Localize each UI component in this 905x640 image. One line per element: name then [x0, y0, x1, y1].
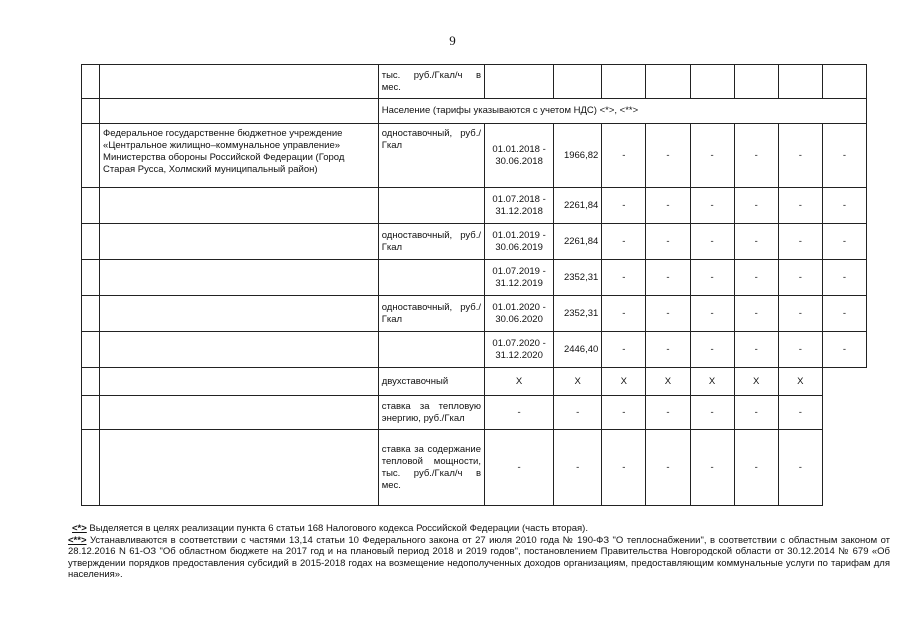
dash-cell: - — [734, 430, 778, 506]
dash-cell: - — [734, 396, 778, 430]
dash-cell: - — [822, 188, 866, 224]
table-row — [82, 368, 867, 396]
dash-cell: - — [822, 260, 866, 296]
dash-cell: - — [734, 332, 778, 368]
dash-cell: - — [778, 430, 822, 506]
tariff-table — [81, 64, 867, 506]
population-header-row — [82, 99, 867, 124]
tariff-value-cell: 2261,84 — [554, 224, 602, 260]
period-cell: 01.07.2020 - 31.12.2020 — [485, 332, 554, 368]
table-row — [82, 65, 867, 99]
tariff-value-cell: 1966,82 — [554, 124, 602, 188]
dash-cell: - — [602, 260, 646, 296]
period-cell: 01.01.2018 - 30.06.2018 — [485, 124, 554, 188]
dash-cell: - — [646, 430, 690, 506]
dash-cell: - — [690, 332, 734, 368]
tariff-type-cell: ставка за содержание тепловой мощности, тыс. руб./Гкал/ч в мес. — [378, 430, 484, 506]
x-cell: X — [554, 368, 602, 396]
dash-cell: - — [690, 260, 734, 296]
dash-cell: - — [646, 296, 690, 332]
tariff-value-cell: 2352,31 — [554, 260, 602, 296]
footnote-2 — [58, 535, 890, 581]
period-cell: 01.01.2020 - 30.06.2020 — [485, 296, 554, 332]
dash-cell: - — [734, 224, 778, 260]
dash-cell: - — [602, 224, 646, 260]
dash-cell: - — [690, 430, 734, 506]
dash-cell: - — [734, 260, 778, 296]
x-cell: X — [646, 368, 690, 396]
dash-cell: - — [778, 124, 822, 188]
tariff-type-cell: ставка за тепловую энергию, руб./Гкал — [378, 396, 484, 430]
dash-cell: - — [822, 296, 866, 332]
dash-cell: - — [778, 332, 822, 368]
table-row — [82, 396, 867, 430]
table-row — [82, 124, 867, 188]
tariff-type-cell: одноставочный, руб./Гкал — [378, 224, 484, 260]
dash-cell: - — [646, 188, 690, 224]
footnote-mark: <*> — [72, 523, 87, 534]
population-header: Население (тарифы указываются с учетом НДС) <*>, <**> — [378, 99, 866, 124]
x-cell: X — [734, 368, 778, 396]
dash-cell: - — [822, 124, 866, 188]
x-cell: X — [690, 368, 734, 396]
dash-cell: - — [690, 396, 734, 430]
dash-cell: - — [822, 332, 866, 368]
dash-cell: - — [602, 188, 646, 224]
table-row — [82, 188, 867, 224]
table-row — [82, 296, 867, 332]
footnotes — [58, 523, 890, 581]
dash-cell: - — [602, 430, 646, 506]
period-cell: 01.07.2018 - 31.12.2018 — [485, 188, 554, 224]
table-row — [82, 260, 867, 296]
tariff-type-cell: одноставочный, руб./Гкал — [378, 296, 484, 332]
tariff-type-cell: двухставочный — [378, 368, 484, 396]
dash-cell: - — [602, 296, 646, 332]
dash-cell: - — [778, 396, 822, 430]
dash-cell: - — [602, 332, 646, 368]
dash-cell: - — [690, 224, 734, 260]
dash-cell: - — [554, 396, 602, 430]
dash-cell: - — [646, 124, 690, 188]
dash-cell: - — [646, 260, 690, 296]
dash-cell: - — [690, 296, 734, 332]
x-cell: X — [485, 368, 554, 396]
period-cell: 01.01.2019 - 30.06.2019 — [485, 224, 554, 260]
dash-cell: - — [690, 188, 734, 224]
dash-cell: - — [822, 224, 866, 260]
tariff-value-cell: 2352,31 — [554, 296, 602, 332]
tariff-value-cell: 2446,40 — [554, 332, 602, 368]
dash-cell: - — [646, 396, 690, 430]
organization-name: Федеральное государственне бюджетное учреждение «Центральное жилищно–коммунальное управление» Министерства обороны Российской Федерации (Город Старая Русса, Холмский муниципальный район) — [100, 124, 379, 188]
footnote-mark: <**> — [68, 534, 87, 546]
dash-cell: - — [646, 224, 690, 260]
table-row — [82, 224, 867, 260]
tariff-type-cell: одноставочный, руб./Гкал — [378, 124, 484, 188]
tariff-type-cell: тыс. руб./Гкал/ч в мес. — [378, 65, 484, 99]
footnote-text: Устанавливаются в соответствии с частями 13,14 статьи 10 Федерального закона от 27 июля 2010 года № 190-ФЗ "О теплоснабжении", в соответствии с областным законом от 28.12.2016 N 61-ОЗ "Об областном бюджете на 2017 год и на плановый период 2018 и 2019 годов", постановлением Правительства Новгородской области от 30.12.2014 № 679 «Об утверждении порядков предоставления субсидий в 2015-2018 годах на возмещение недополученных доходов организациям, предоставляющим коммунальные услуги по тарифам для населения». — [68, 534, 890, 580]
period-cell: 01.07.2019 - 31.12.2019 — [485, 260, 554, 296]
x-cell: X — [778, 368, 822, 396]
page-number: 9 — [449, 33, 456, 48]
dash-cell: - — [602, 124, 646, 188]
dash-cell: - — [778, 188, 822, 224]
dash-cell: - — [485, 396, 554, 430]
footnote-text: Выделяется в целях реализации пункта 6 статьи 168 Налогового кодекса Российской Федерации (часть вторая). — [86, 523, 588, 534]
table-row — [82, 430, 867, 506]
dash-cell: - — [778, 260, 822, 296]
dash-cell: - — [485, 430, 554, 506]
dash-cell: - — [554, 430, 602, 506]
footnote-1 — [58, 523, 890, 535]
x-cell: X — [602, 368, 646, 396]
dash-cell: - — [602, 396, 646, 430]
dash-cell: - — [734, 188, 778, 224]
dash-cell: - — [646, 332, 690, 368]
dash-cell: - — [734, 296, 778, 332]
dash-cell: - — [690, 124, 734, 188]
dash-cell: - — [778, 224, 822, 260]
dash-cell: - — [734, 124, 778, 188]
table-row — [82, 332, 867, 368]
tariff-value-cell: 2261,84 — [554, 188, 602, 224]
dash-cell: - — [778, 296, 822, 332]
